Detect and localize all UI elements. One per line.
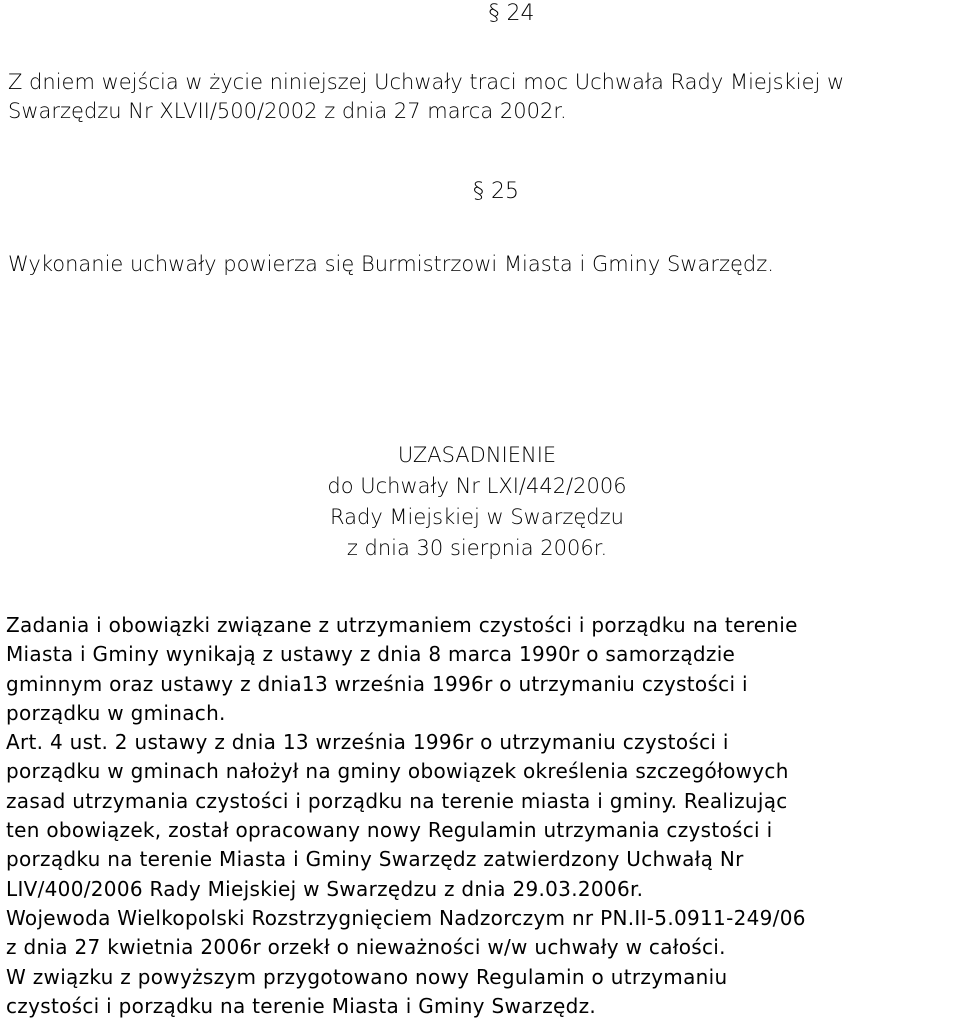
- body-line: Art. 4 ust. 2 ustawy z dnia 13 września 1996r o utrzymaniu czystości i: [6, 730, 729, 755]
- justification-title: [0, 440, 957, 564]
- body-line: porządku w gminach nałożył na gminy obowiązek określenia szczegółowych: [6, 759, 789, 784]
- section-24-heading-text: § 24: [488, 1, 535, 26]
- justification-title-line: Rady Miejskiej w Swarzędzu: [330, 505, 624, 529]
- body-line: LIV/400/2006 Rady Miejskiej w Swarzędzu z dnia 29.03.2006r.: [6, 876, 644, 901]
- justification-title-line: do Uchwały Nr LXI/442/2006: [327, 474, 627, 498]
- body-line: W związku z powyższym przygotowano nowy Regulamin o utrzymaniu: [6, 964, 728, 989]
- justification-title-line: z dnia 30 sierpnia 2006r.: [346, 536, 608, 560]
- justification-body: [6, 611, 806, 1021]
- paragraph-line: Z dniem wejścia w życie niniejszej Uchwały traci moc Uchwała Rady Miejskiej w: [8, 70, 845, 94]
- paragraph-line: Wykonanie uchwały powierza się Burmistrzowi Miasta i Gminy Swarzędz.: [8, 252, 774, 276]
- body-line: gminnym oraz ustawy z dnia13 września 1996r o utrzymaniu czystości i: [6, 671, 748, 696]
- section-25-paragraph: [8, 250, 774, 279]
- paragraph-line: Swarzędzu Nr XLVII/500/2002 z dnia 27 marca 2002r.: [8, 99, 567, 123]
- body-line: Wojewoda Wielkopolski Rozstrzygnięciem Nadzorczym nr PN.II-5.0911-249/06: [6, 905, 806, 930]
- body-line: porządku na terenie Miasta i Gminy Swarzędz zatwierdzony Uchwałą Nr: [6, 847, 744, 872]
- body-line: porządku w gminach.: [6, 700, 226, 725]
- body-line: Zadania i obowiązki związane z utrzymaniem czystości i porządku na terenie: [6, 613, 798, 637]
- section-24-paragraph: [8, 68, 844, 126]
- body-line: ten obowiązek, został opracowany nowy Regulamin utrzymania czystości i: [6, 818, 773, 843]
- section-25-heading: [0, 178, 960, 206]
- body-line: Miasta i Gminy wynikają z ustawy z dnia 8 marca 1990r o samorządzie: [6, 642, 736, 667]
- section-25-heading-text: § 25: [473, 179, 519, 204]
- section-24-heading: [0, 0, 960, 28]
- body-line: czystości i porządku na terenie Miasta i Gminy Swarzędz.: [6, 993, 597, 1018]
- body-line: z dnia 27 kwietnia 2006r orzekł o nieważności w/w uchwały w całości.: [6, 935, 726, 960]
- justification-title-line: UZASADNIENIE: [397, 443, 557, 467]
- body-line: zasad utrzymania czystości i porządku na terenie miasta i gminy. Realizując: [6, 788, 788, 813]
